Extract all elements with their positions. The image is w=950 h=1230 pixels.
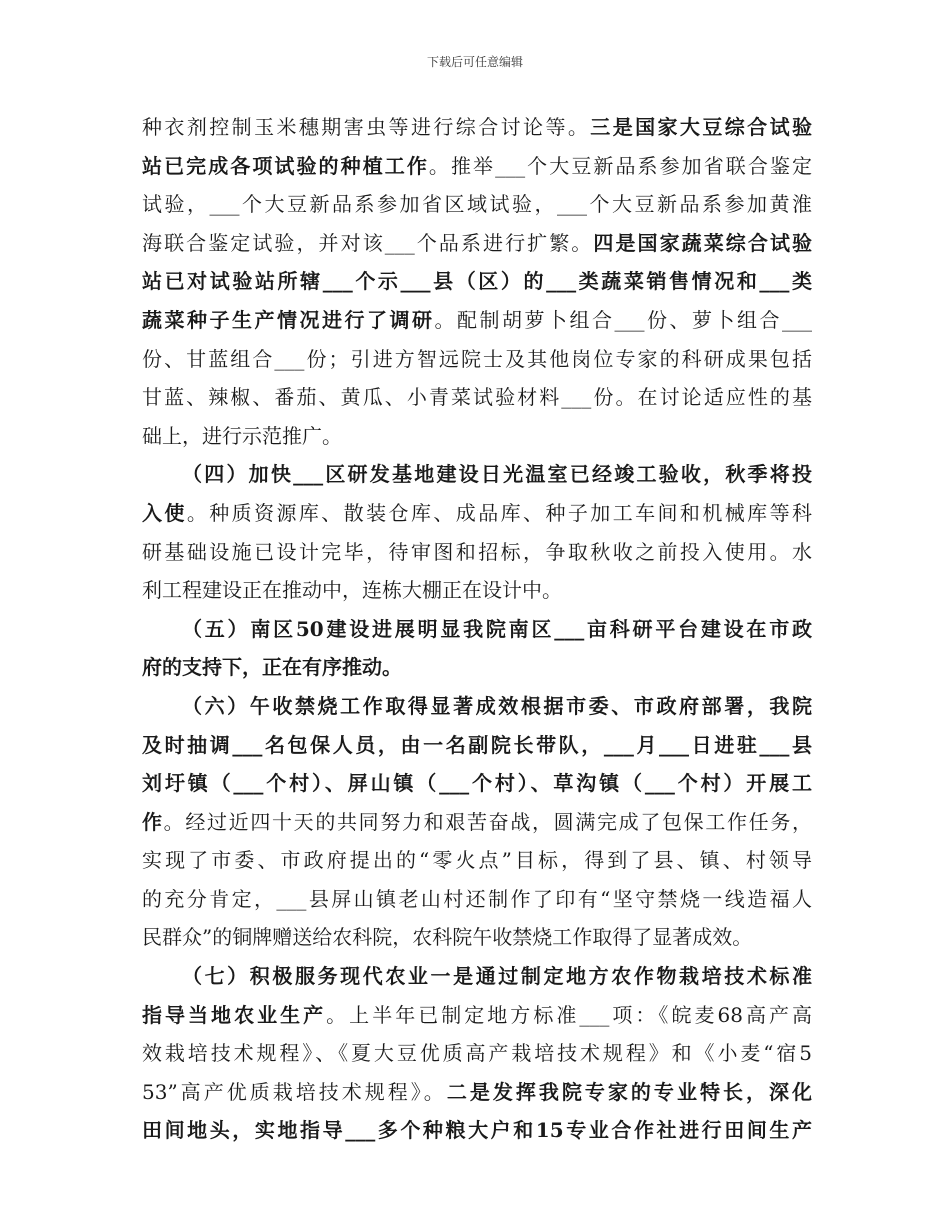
text-segment: 海联合鉴定试验，并对该___个品系进行扩繁。 bbox=[142, 230, 594, 255]
text-line bbox=[142, 378, 812, 417]
document-body bbox=[142, 108, 812, 1150]
bold-text-segment: 蔬菜种子生产情况进行了调研 bbox=[142, 307, 435, 332]
text-line bbox=[142, 918, 812, 957]
text-segment: 种衣剂控制玉米穗期害虫等进行综合讨论等。 bbox=[142, 115, 591, 139]
text-segment: 民群众”的铜牌赠送给农科院，农科院午收禁烧工作取得了显著成效。 bbox=[142, 925, 753, 950]
text-line bbox=[142, 455, 812, 494]
bold-text-segment: 指导当地农业生产 bbox=[142, 1002, 327, 1027]
text-line bbox=[142, 301, 812, 340]
text-line bbox=[142, 108, 812, 147]
text-segment: 。经过近四十天的共同努力和艰苦奋战，圆满完成了包保工作任务， bbox=[163, 809, 812, 834]
bold-text-segment: 入使 bbox=[142, 500, 187, 525]
text-line bbox=[142, 340, 812, 379]
text-line bbox=[142, 803, 812, 842]
text-segment: 试验，___个大豆新品系参加省区域试验，___个大豆新品系参加黄淮 bbox=[142, 192, 812, 217]
bold-text-segment: 站已完成各项试验的种植工作 bbox=[142, 153, 429, 178]
text-line bbox=[142, 417, 812, 456]
bold-text-segment: 三是国家大豆综合试验 bbox=[590, 115, 812, 139]
text-segment: 份、甘蓝组合___份；引进方智远院士及其他岗位专家的科研成果包括 bbox=[142, 346, 812, 371]
text-line bbox=[142, 764, 812, 803]
text-line bbox=[142, 1111, 812, 1150]
text-line bbox=[142, 957, 812, 996]
text-line bbox=[142, 610, 812, 649]
bold-text-segment: （七）积极服务现代农业一是通过制定地方农作物栽培技术标准 bbox=[182, 964, 812, 989]
bold-text-segment: 二是发挥我院专家的专业特长，深化 bbox=[446, 1079, 812, 1104]
text-segment: 实现了市委、市政府提出的“零火点”目标，得到了县、镇、村领导 bbox=[142, 848, 812, 873]
text-segment: 利工程建设正在推动中，连栋大棚正在设计中。 bbox=[142, 578, 562, 603]
bold-text-segment: 田间地头，实地指导___多个种粮大户和15专业合作社进行田间生产 bbox=[142, 1118, 812, 1143]
text-segment: 53”高产优质栽培技术规程》。 bbox=[142, 1079, 447, 1104]
bold-text-segment: （五）南区50建设进展明显我院南区___亩科研平台建设在市政 bbox=[182, 616, 812, 641]
page-header: 下载后可任意编辑 bbox=[426, 55, 523, 69]
text-line bbox=[142, 224, 812, 263]
text-segment: 础上，进行示范推广。 bbox=[142, 423, 342, 448]
text-line bbox=[142, 880, 812, 919]
text-line bbox=[142, 687, 812, 726]
bold-text-segment: 府的支持下，正在有序推动。 bbox=[142, 655, 402, 680]
bold-text-segment: 作 bbox=[142, 809, 164, 834]
bold-text-segment: 四是国家蔬菜综合试验 bbox=[593, 230, 812, 255]
text-segment: 。推举___个大豆新品系参加省联合鉴定 bbox=[428, 153, 812, 178]
text-segment: 的充分肯定，___县屏山镇老山村还制作了印有“坚守禁烧一线造福人 bbox=[142, 886, 812, 911]
text-segment: 。种质资源库、散装仓库、成品库、种子加工车间和机械库等科 bbox=[186, 500, 812, 525]
text-line bbox=[142, 841, 812, 880]
text-segment: 。上半年已制定地方标准___项：《皖麦68高产高 bbox=[326, 1002, 812, 1027]
bold-text-segment: 及时抽调___名包保人员，由一名副院长带队，___月___日进驻___县 bbox=[142, 732, 812, 757]
text-line bbox=[142, 185, 812, 224]
text-line bbox=[142, 571, 812, 610]
text-line bbox=[142, 996, 812, 1035]
text-segment: 研基础设施已设计完毕，待审图和招标，争取秋收之前投入使用。水 bbox=[142, 539, 812, 564]
text-line bbox=[142, 147, 812, 186]
bold-text-segment: （四）加快___区研发基地建设日光温室已经竣工验收，秋季将投 bbox=[182, 462, 812, 487]
bold-text-segment: 站已对试验站所辖___个示___县（区）的___类蔬菜销售情况和___类 bbox=[142, 269, 812, 294]
text-line bbox=[142, 262, 812, 301]
text-segment: 效栽培技术规程》、《夏大豆优质高产栽培技术规程》和《小麦“宿5 bbox=[142, 1041, 812, 1066]
text-line bbox=[142, 494, 812, 533]
bold-text-segment: 刘圩镇（___个村）、屏山镇（___个村）、草沟镇（___个村）开展工 bbox=[142, 771, 812, 796]
text-segment: 。配制胡萝卜组合___份、萝卜组合___ bbox=[434, 307, 812, 332]
bold-text-segment: （六）午收禁烧工作取得显著成效根据市委、市政府部署，我院 bbox=[182, 693, 812, 718]
text-line bbox=[142, 1073, 812, 1112]
text-segment: 甘蓝、辣椒、番茄、黄瓜、小青菜试验材料___份。在讨论适应性的基 bbox=[142, 385, 812, 410]
text-line bbox=[142, 1034, 812, 1073]
text-line bbox=[142, 726, 812, 765]
text-line bbox=[142, 648, 812, 687]
text-line bbox=[142, 533, 812, 572]
